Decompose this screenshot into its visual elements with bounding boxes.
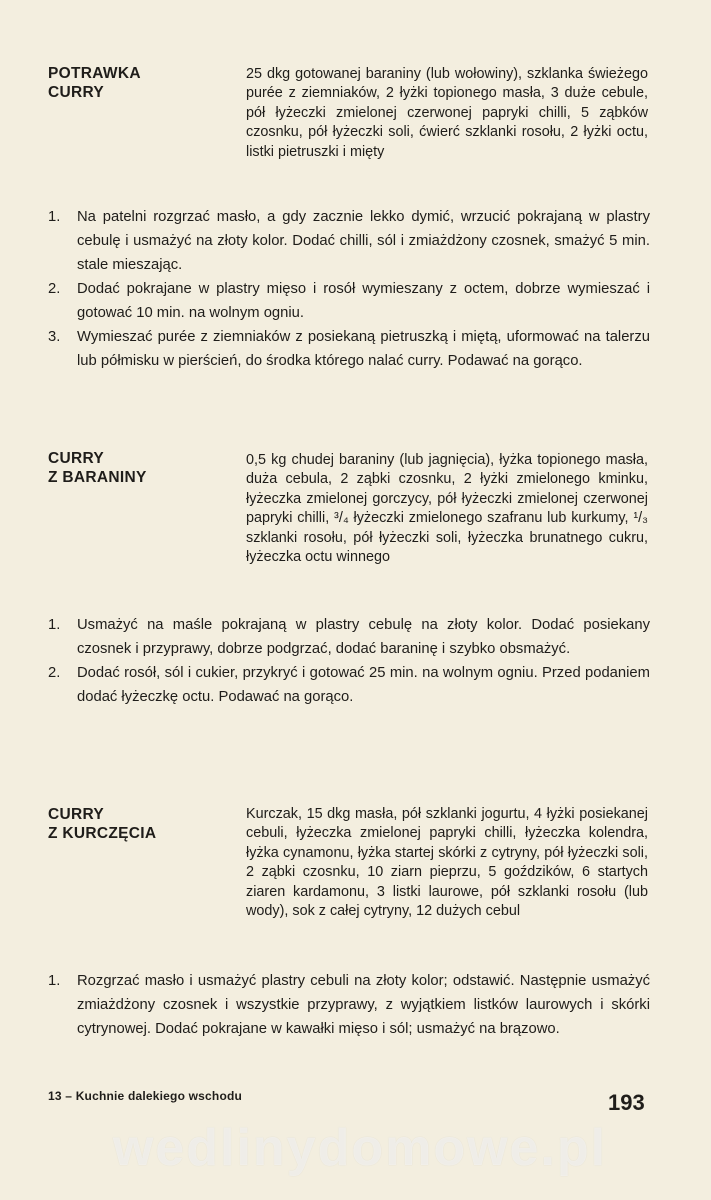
watermark: wedlinydomowe.pl (112, 1119, 608, 1177)
recipe-title (48, 64, 233, 102)
steps-list (48, 205, 650, 373)
step-item (48, 325, 650, 373)
step-text: Dodać pokrajane w plastry mięso i rosół wymieszany z octem, dobrze wymieszać i gotować 10 min. na wolnym ogniu. (77, 281, 650, 321)
step-text: Na patelni rozgrzać masło, a gdy zacznie lekko dymić, wrzucić pokrajaną w plastry cebulę i usmażyć na złoty kolor. Dodać chilli, sól i zmiażdżony czosnek, smażyć 5 min. stale mieszając. (77, 209, 650, 273)
step-item (48, 205, 650, 277)
step-item (48, 277, 650, 325)
recipe-title (48, 449, 233, 487)
step-item (48, 661, 650, 709)
ingredients-text: 0,5 kg chudej baraniny (lub jagnięcia), łyżka topionego masła, duża cebula, 2 ząbki czosnku, 2 łyżki zmielonego kminku, łyżeczka zmielonej gorczycy, pół łyżeczki zmielonej czerwonej papryki chilli, ³/₄ łyżeczki zmielonego szafranu lub kurkumy, ¹/₃ szklanki rosołu, pół łyżeczki soli, łyżeczka brunatnego cukru, łyżeczka octu winnego (246, 452, 648, 566)
steps-list (48, 969, 650, 1041)
step-number: 1. (48, 617, 61, 633)
recipe-title-line: CURRY (48, 84, 105, 101)
recipe-title-line: POTRAWKA (48, 65, 141, 82)
step-number: 1. (48, 973, 61, 989)
step-number: 1. (48, 209, 61, 225)
step-number: 2. (48, 281, 61, 297)
ingredients-text: Kurczak, 15 dkg masła, pół szklanki jogurtu, 4 łyżki posiekanej cebuli, łyżeczka zmielonej papryki chilli, łyżeczka kolendra, łyżka cynamonu, łyżka startej skórki z cytryny, pół łyżeczki soli, 2 ząbki czosnku, 10 ziarn pieprzu, 5 goździków, 6 startych ziaren kardamonu, 3 listki laurowe, pół szklanki rosołu (lub wody), sok z całej cytryny, 12 dużych cebul (246, 806, 648, 920)
ingredients-text: 25 dkg gotowanej baraniny (lub wołowiny), szklanka świeżego purée z ziemniaków, 2 łyżki topionego masła, 3 duże cebule, pół łyżeczki zmielonej czerwonej papryki chilli, 5 ząbków czosnku, pół łyżeczki soli, ćwierć szklanki rosołu, 2 łyżki octu, listki pietruszki i mięty (246, 66, 648, 160)
step-text: Dodać rosół, sól i cukier, przykryć i gotować 25 min. na wolnym ogniu. Przed podaniem dodać łyżeczkę octu. Podawać na gorąco. (77, 665, 650, 705)
recipe-title-line: CURRY (48, 450, 105, 467)
footer-section-note: 13 – Kuchnie dalekiego wschodu (48, 1089, 243, 1103)
steps-list (48, 613, 650, 709)
recipe-title (48, 805, 233, 843)
step-item (48, 613, 650, 661)
recipe-title-line: Z KURCZĘCIA (48, 825, 157, 842)
step-item (48, 969, 650, 1041)
step-number: 3. (48, 329, 61, 345)
step-number: 2. (48, 665, 61, 681)
step-text: Usmażyć na maśle pokrajaną w plastry cebulę na złoty kolor. Dodać posiekany czosnek i przyprawy, dobrze podgrzać, dodać baraninę i szybko obsmażyć. (77, 617, 650, 657)
step-text: Rozgrzać masło i usmażyć plastry cebuli na złoty kolor; odstawić. Następnie usmażyć zmiażdżony czosnek i wszystkie przyprawy, z wyjątkiem listków laurowych i skórki cytrynowej. Dodać pokrajane w kawałki mięso i sól; usmażyć na brązowo. (77, 973, 650, 1037)
page-number: 193 (608, 1090, 645, 1115)
step-text: Wymieszać purée z ziemniaków z posiekaną pietruszką i miętą, uformować na talerzu lub półmisku w pierścień, do środka którego nalać curry. Podawać na gorąco. (77, 329, 650, 369)
recipe-title-line: CURRY (48, 806, 105, 823)
recipe-title-line: Z BARANINY (48, 469, 147, 486)
